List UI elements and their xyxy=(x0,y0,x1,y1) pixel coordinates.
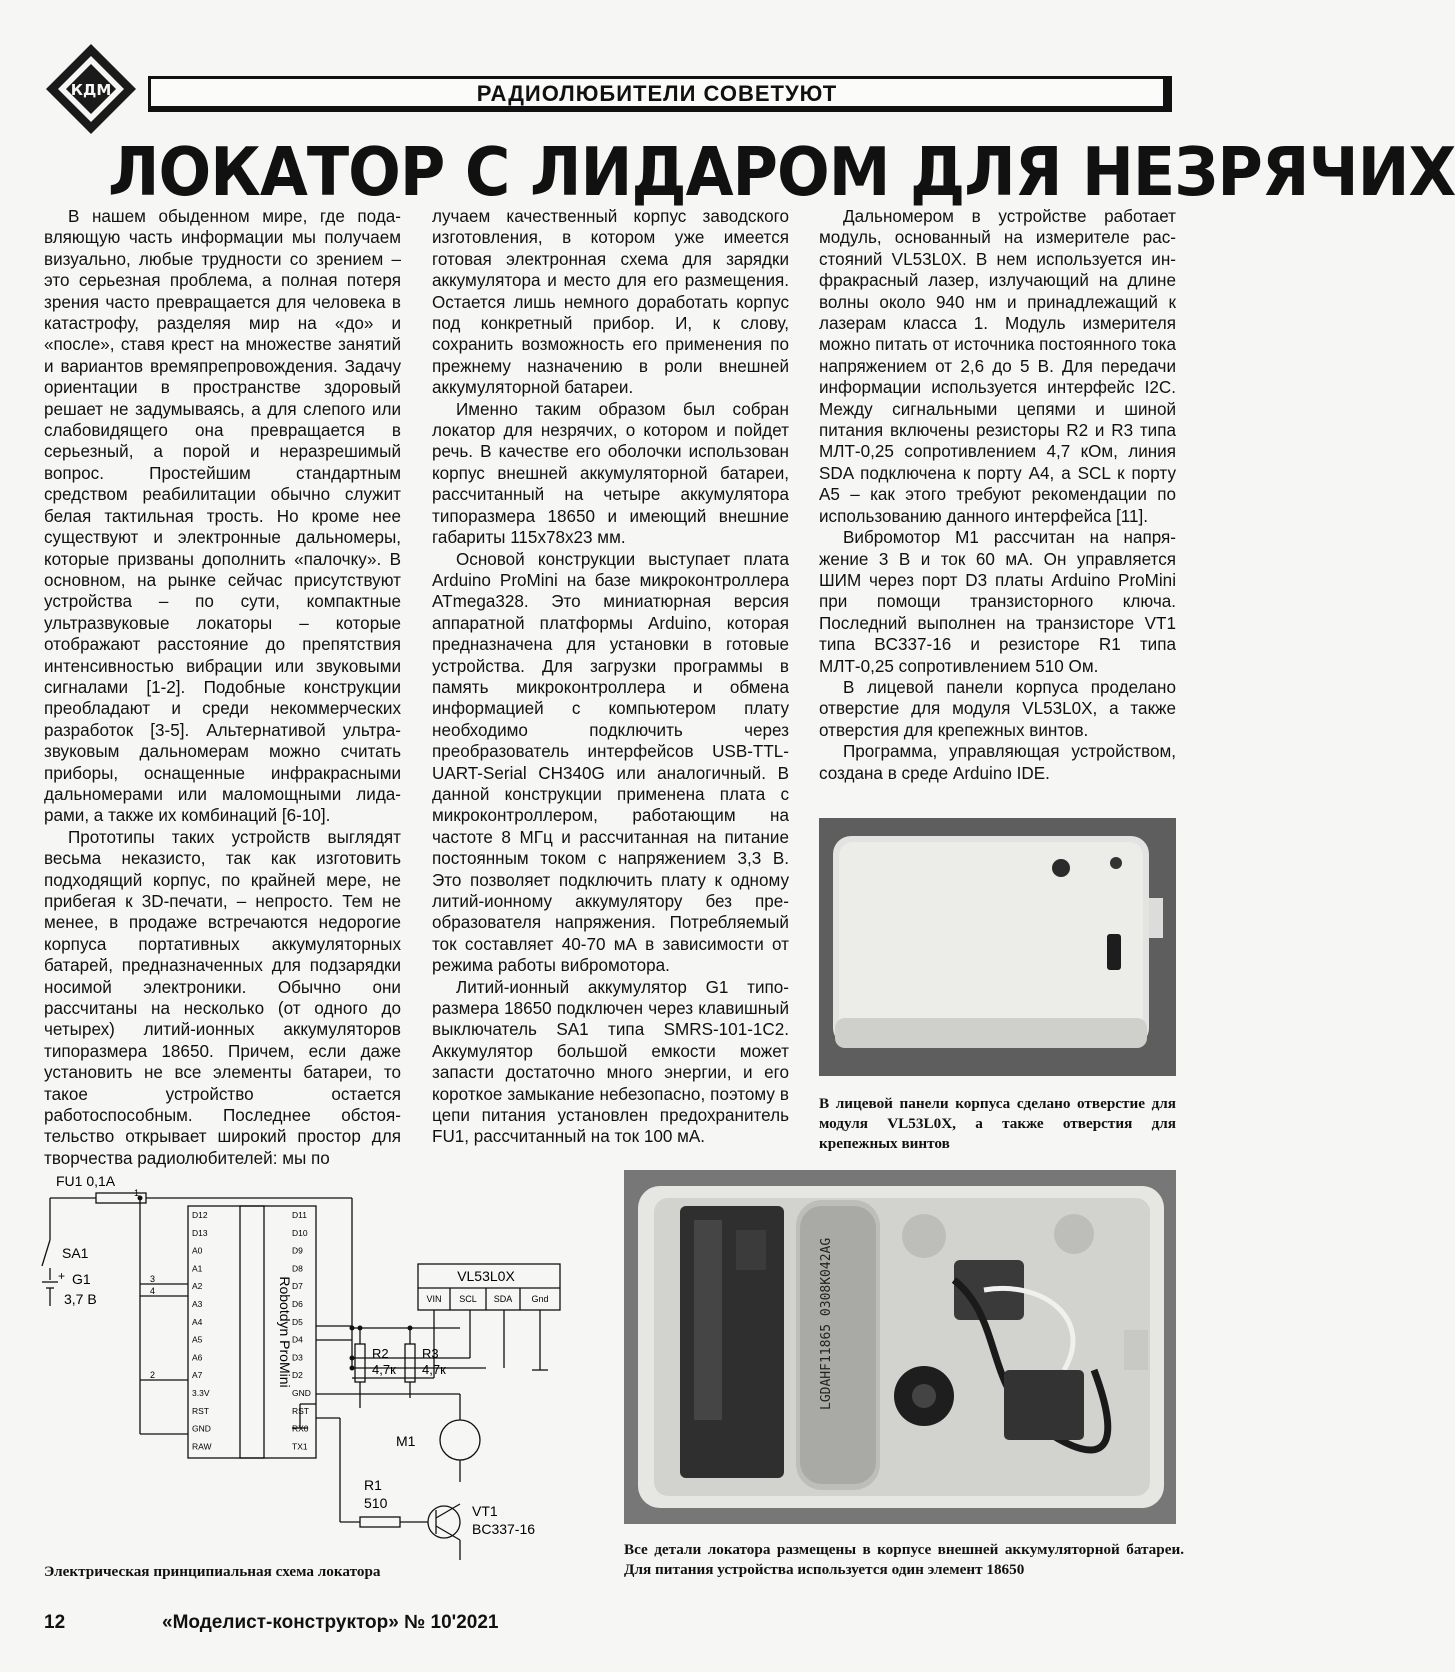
motor-label: M1 xyxy=(396,1433,416,1449)
node-label: 2 xyxy=(150,1370,156,1380)
paragraph: В нашем обыденном мире, где подавляющую часть информации мы получаем визуально, любые трудности со зрением – это серьезная проблема, а полная потеря зрения часто превращается для человека в катастрофу, разделяя мир на «до» и «после», ставя крест на множестве занятий и вариантов времяпрепровождения. Задачу ориентации в пространстве здоровый решает не задумываясь, а для слепого или слабовидящего она превращается в серьезный, а порой и неразрешимый вопрос. Простейшим стандартным средством реабилитации обычно служит белая тактильная трость. Но кроме нее существуют и электронные дальномеры, которые призваны дополнить «палочку». В основном, на рынке сейчас присутствуют устройства – по сути, компактные ультразвуковые локаторы – которые отображают расстояние до препятствия интенсивностью вибрации или звуковыми сигналами [1-2]. Подобные конструкции преобладают и среди некоммерческих разработок [3-5]. Альтернативой ультразвуковым дальномерам можно считать приборы, оснащенные инфракрасными дальномерами или маломощными лидарами, а также их комбинаций [6-10]. xyxy=(44,207,401,826)
rubric-bar xyxy=(148,76,1172,112)
board-pin-label: A4 xyxy=(192,1316,203,1327)
text-column-1 xyxy=(44,206,401,1169)
board-pin-label: A6 xyxy=(192,1352,203,1363)
board-pin-label: A7 xyxy=(192,1370,203,1381)
board-pin-label: 3.3V xyxy=(192,1388,210,1398)
board-pin-label: D8 xyxy=(292,1263,303,1274)
battery-label: LGDAHF11865 0308K042AG xyxy=(819,1237,834,1410)
photo1-caption: В лицевой панели корпуса сделано отверстие для модуля VL53L0X, а также отверстия для крепежных винтов xyxy=(819,1095,1176,1152)
paragraph: Программа, управляющая устройством, создана в среде Arduino IDE. xyxy=(819,742,1176,783)
module-pin-label: VIN xyxy=(426,1294,442,1304)
magazine-issue: «Моделист-конструктор» № 10'2021 xyxy=(162,1612,499,1633)
board-pin-label: GND xyxy=(192,1423,211,1434)
node-label: 4 xyxy=(150,1286,156,1296)
circuit-schematic xyxy=(40,1168,612,1564)
paragraph: Основой конструкции выступает плата Arduino ProMini на базе микроконтроллера ATmega328. Это миниатюрная версия аппаратной платформы Arduino, которая предназначена для установки в готовые устройства. Для загрузки программы в память микроконтроллера и обмена информацией с компьютером плату необходимо подключить через преобразователь интерфейсов USB-TTL-UART-Serial CH340G или аналогичный. В данной конструкции применена плата с микроконтроллером, работающим на частоте 8 МГц и рассчитанная на питание постоянным током с напряжением 3,3 В. Это позволяет подключить плату к одному литий-ионному аккумулятору без преобразователя напряжения. Потребляемый ток составляет 40-70 мА в зависимости от режима работы вибромотора. xyxy=(432,549,789,976)
magazine-logo xyxy=(44,42,138,136)
board-pin-label: GND xyxy=(292,1388,311,1398)
node-label: 1 xyxy=(134,1188,140,1198)
module-pin-label: Gnd xyxy=(531,1294,549,1304)
board-pin-label: D4 xyxy=(292,1334,303,1345)
paragraph: лучаем качественный корпус заводского изготовления, в котором уже имеется готовая электронная схема для зарядки аккумулятора и место для его размещения. Остается лишь немного доработать корпус под конкретный прибор. И, к слову, сохранить возможность его применения по прежнему назначению в роли внешней аккумуляторной батареи. xyxy=(432,207,789,398)
battery-label: G1 xyxy=(72,1271,91,1287)
board-pin-label: D10 xyxy=(292,1227,308,1238)
photo2-caption: Все детали локатора размещены в корпусе внешней аккумуляторной батареи. Для питания устройства используется один элемент 18650 xyxy=(624,1541,1184,1578)
board-pin-label: RX0 xyxy=(292,1423,309,1434)
paragraph: В лицевой панели корпуса проделано отверстие для модуля VL53L0X, а также отверстия для крепежных винтов. xyxy=(819,677,1176,740)
article-headline: ЛОКАТОР С ЛИДАРОМ ДЛЯ НЕЗРЯЧИХ xyxy=(108,132,1455,212)
r3-label: R3 xyxy=(422,1346,439,1361)
module-pin-label: SCL xyxy=(459,1294,477,1304)
r2-value: 4,7к xyxy=(372,1362,396,1377)
board-pin-label: RST xyxy=(292,1405,309,1416)
board-pin-label: D3 xyxy=(292,1352,303,1363)
fuse-label: FU1 0,1A xyxy=(56,1173,116,1189)
paragraph: Прототипы таких устройств выглядят весьма неказисто, так как изготовить подходящий корпус, по крайней мере, не прибегая к 3D-печати, – непросто. Тем не менее, в продаже встречаются недорогие корпуса портативных аккумуляторных батарей, предназначенных для подзарядки носимой электроники. Обычно они рассчитаны на несколько (от одного до четырех) литий-ионных аккумуляторов типоразмера 18650. Причем, если даже установить не все элементы батареи, то такое устройство остается работоспособным. Последнее обстоятельство открывает широкий простор для творчества радиолюбителей: мы по xyxy=(44,827,401,1168)
board-pin-label: A0 xyxy=(192,1245,203,1256)
schematic-caption: Электрическая принципиальная схема локатора xyxy=(44,1563,381,1580)
board-pin-label: RAW xyxy=(192,1441,212,1452)
board-pin-label: A1 xyxy=(192,1263,203,1274)
photo-enclosure-internals xyxy=(624,1170,1176,1524)
paragraph: Дальномером в устройстве работает модуль, основанный на измерителе расстояний VL53L0X. В нем используется инфракрасный лазер, излучающий на длине волны около 940 нм и принадлежащий к лазерам класса 1. Модуль измерителя можно питать от источника постоянного тока напряжением от 2,6 до 5 В. Для передачи информации используется интерфейс I2C. Между сигнальными цепями и шиной питания включены резисторы R2 и R3 типа МЛТ-0,25 сопротивлением 4,7 кОм, линия SDA подключена к порту А4, а SCL к порту А5 – как этого требуют рекомендации по использованию данного интерфейса [11]. xyxy=(819,207,1176,526)
transistor-type-label: BC337-16 xyxy=(472,1521,536,1537)
board-name-label: Robotdyn ProMini xyxy=(277,1276,293,1388)
r2-label: R2 xyxy=(372,1346,389,1361)
logo-letters: КДМ xyxy=(70,81,112,99)
page-number: 12 xyxy=(44,1612,66,1633)
r1-value: 510 xyxy=(364,1495,388,1511)
text-column-3 xyxy=(819,206,1176,784)
board-pin-label: A3 xyxy=(192,1299,203,1309)
r1-label: R1 xyxy=(364,1477,382,1493)
text-column-2 xyxy=(432,206,789,1148)
battery-plus-label: + xyxy=(58,1269,66,1283)
module-label: VL53L0X xyxy=(457,1268,515,1284)
transistor-label: VT1 xyxy=(472,1503,498,1519)
paragraph: Именно таким образом был собран локатор для незрячих, о котором и пойдет речь. В качестве его оболочки использован корпус внешней аккумуляторной батареи, рассчитанный на четыре аккумулятора типоразмера 18650 и имеющий внешние габариты 115х78х23 мм. xyxy=(432,399,789,548)
board-pin-label: A5 xyxy=(192,1334,203,1345)
board-pin-label: D9 xyxy=(292,1245,303,1256)
paragraph: Вибромотор M1 рассчитан на напряжение 3 В и ток 60 мА. Он управляется ШИМ через порт D3 платы Arduino ProMini при помощи транзисторного ключа. Последний выполнен на транзисторе VT1 типа BC337-16 и резисторе R1 типа МЛТ-0,25 сопротивлением 510 Ом. xyxy=(819,528,1176,676)
board-pin-label: TX1 xyxy=(292,1441,308,1452)
r3-value: 4,7к xyxy=(422,1362,446,1377)
board-pin-label: A2 xyxy=(192,1281,203,1292)
rubric-title: РАДИОЛЮБИТЕЛИ СОВЕТУЮТ xyxy=(476,81,838,106)
node-label: 3 xyxy=(150,1274,156,1284)
module-pin-label: SDA xyxy=(493,1294,513,1304)
board-pin-label: D12 xyxy=(192,1210,208,1220)
board-pin-label: D11 xyxy=(292,1210,307,1220)
board-pin-label: D6 xyxy=(292,1299,303,1309)
switch-label: SA1 xyxy=(62,1245,89,1261)
board-pin-label: D5 xyxy=(292,1316,303,1327)
board-pin-label: D13 xyxy=(192,1227,208,1238)
board-pin-label: D2 xyxy=(292,1370,303,1381)
board-pin-label: RST xyxy=(192,1405,209,1416)
board-pin-label: D7 xyxy=(292,1281,303,1292)
photo-enclosure-front xyxy=(819,818,1176,1076)
battery-voltage-label: 3,7 В xyxy=(64,1291,97,1307)
paragraph: Литий-ионный аккумулятор G1 типоразмера 18650 подключен через клавишный выключатель SA1 типа SMRS-101-1C2. Аккумулятор большой емкости может запасти достаточно много энергии, и его короткое замыкание небезопасно, поэтому в цепи питания установлен предохранитель FU1, рассчитанный на ток 100 мА. xyxy=(432,977,789,1147)
